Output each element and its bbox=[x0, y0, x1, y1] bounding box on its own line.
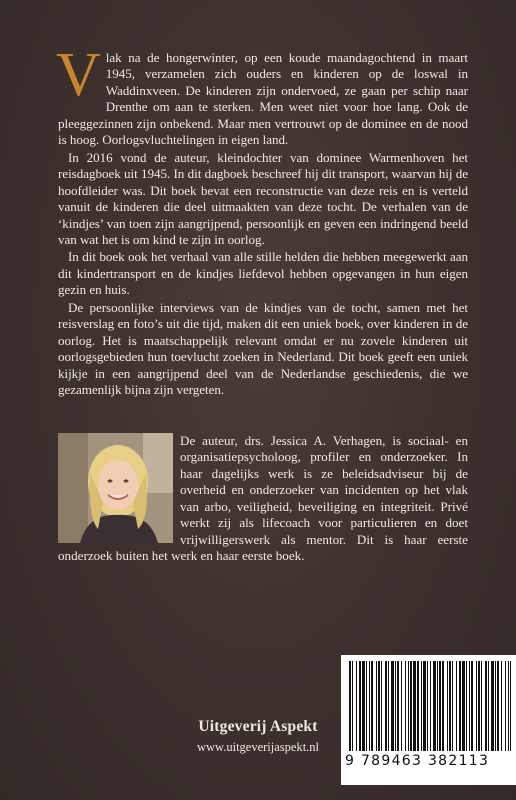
author-photo bbox=[58, 433, 173, 543]
drop-cap: V bbox=[56, 41, 101, 109]
blurb-paragraph-2: In 2016 vond de auteur, kleindochter van dominee Warmenhoven het reisdagboek uit 1945. In dit dagboek beschreef hij dit transport, waarvan hij de hoofdleider was. Dit boek bevat een reconstructie van deze reis en is verteld vanuit de kinderen die deel uitmaakten van deze tocht. De verhalen van de ‘kindjes’ van toen zijn aangrijpend, persoonlijk en geven een indringend beeld van wat het is om kind te zijn in oorlog. bbox=[58, 149, 468, 247]
barcode-bars bbox=[349, 661, 511, 751]
publisher-block bbox=[178, 718, 338, 755]
author-section bbox=[58, 433, 468, 565]
blurb-text bbox=[56, 41, 468, 400]
isbn-number: 9 789463 382113 bbox=[345, 753, 490, 769]
publisher-name: Uitgeverij Aspekt bbox=[198, 718, 318, 735]
isbn-barcode bbox=[341, 655, 516, 785]
author-bio: De auteur, drs. Jessica A. Verhagen, is sociaal- en organisatiepsycholoog, profiler en onderzoeker. In haar dagelijks werk is ze beleidsadviseur bij de overheid en onderzoeker van incidenten op het vlak van arbo, veiligheid, beveiliging en integriteit. Privé werkt zij als lifecoach voor particulieren en doet vrijwilligerswerk als mentor. Dit is haar eerste onderzoek buiten het werk en haar eerste boek. bbox=[58, 433, 468, 564]
publisher-url: www.uitgeverijaspekt.nl bbox=[196, 740, 320, 754]
blurb-paragraph-3: In dit boek ook het verhaal van alle stille helden die hebben meegewerkt aan dit kindertransport en de kindjes liefdevol hebben opgevangen in hun eigen gezin en huis. bbox=[58, 249, 468, 298]
blurb-paragraph-1: Vlak na de hongerwinter, op een koude maandagochtend in maart 1945, verzamelen zich ouders en kinderen op de loswal in Waddinxveen. De kinderen zijn ondervoed, ze gaan per schip naar Drenthe om aan te sterken. Men weet niet voor hoe lang. Ook de pleeggezinnen zijn onbekend. Maar men vertrouwt op de dominee en de nood is hoog. Oorlogsvluchtelingen in eigen land. bbox=[56, 41, 468, 148]
blurb-paragraph-4: De persoonlijke interviews van de kindjes van de tocht, samen met het reisverslag en foto’s uit die tijd, maken dit een uniek boek, over kinderen in de oorlog. Het is maatschappelijk relevant omdat er nu zovele kinderen uit oorlogsgebieden hun toevlucht zoeken in Nederland. Dit boek geeft een uniek kijkje in een aangrijpend deel van de Nederlandse geschiedenis, die we gezamenlijk bijna zijn vergeten. bbox=[58, 299, 468, 398]
